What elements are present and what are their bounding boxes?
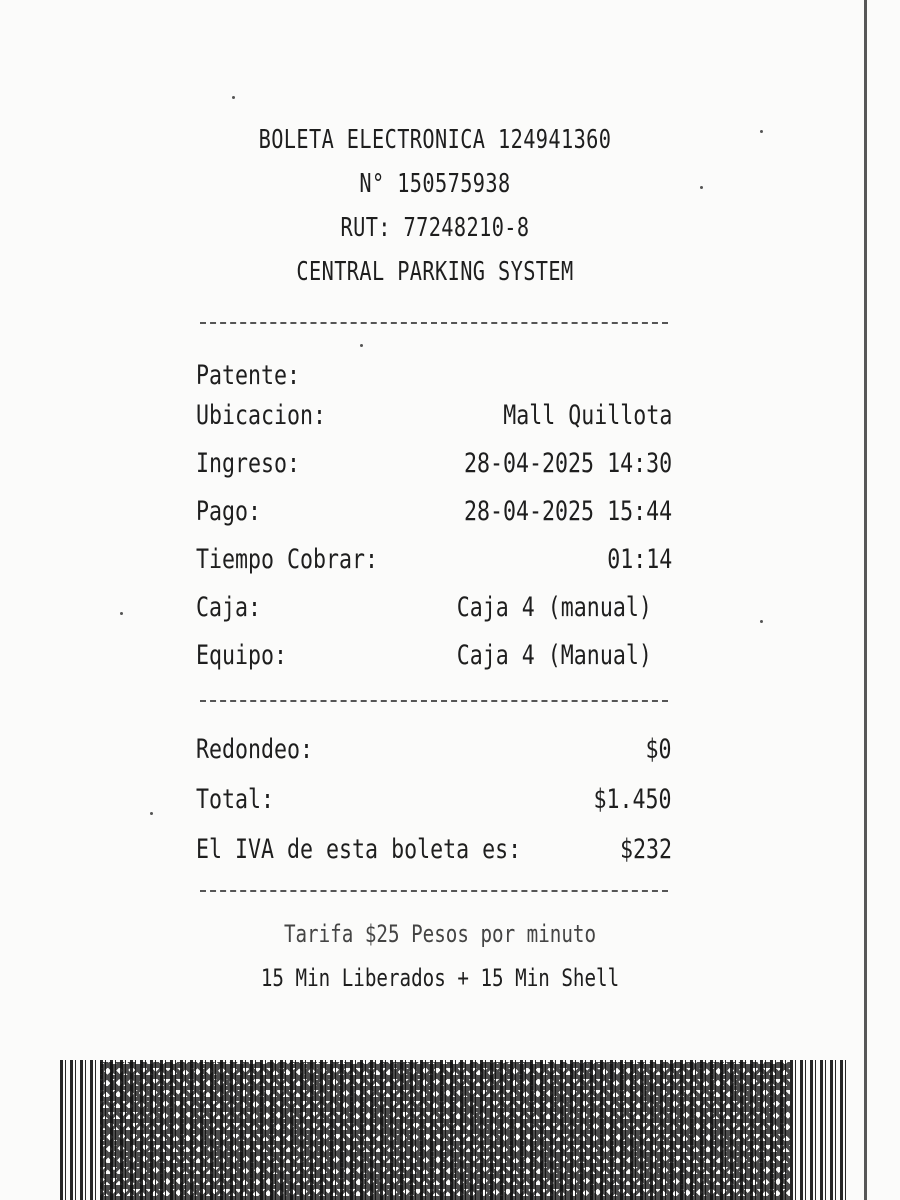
redondeo-label: Redondeo: xyxy=(196,734,314,765)
pago-label: Pago: xyxy=(196,496,262,527)
ubicacion-value: Mall Quillota xyxy=(502,400,672,431)
ingreso-value: 28-04-2025 14:30 xyxy=(463,448,672,479)
print-speck xyxy=(760,130,763,133)
print-speck xyxy=(760,620,763,623)
barcode-pattern xyxy=(100,1062,790,1200)
receipt-footer xyxy=(180,912,700,1000)
print-speck xyxy=(360,344,363,347)
pago-value: 28-04-2025 15:44 xyxy=(463,496,672,527)
company-rut: RUT: 77248210-8 xyxy=(340,213,530,243)
ingreso-row xyxy=(196,440,672,488)
tiempo-value: 01:14 xyxy=(606,544,672,575)
caja-value: Caja 4 (manual) xyxy=(456,592,652,623)
iva-label: El IVA de esta boleta es: xyxy=(196,834,522,865)
iva-row xyxy=(196,826,672,874)
receipt-header xyxy=(190,118,680,294)
print-speck xyxy=(150,812,153,815)
divider xyxy=(200,700,668,702)
invoice-number: N° 150575938 xyxy=(359,169,511,199)
divider xyxy=(200,890,668,892)
divider xyxy=(200,322,668,324)
total-row xyxy=(196,776,672,824)
free-minutes-info: 15 Min Liberados + 15 Min Shell xyxy=(260,964,620,992)
invoice-title: BOLETA ELECTRONICA 124941360 xyxy=(258,125,612,155)
total-value: $1.450 xyxy=(593,784,672,815)
equipo-row xyxy=(196,632,672,680)
caja-row xyxy=(196,584,672,632)
print-speck xyxy=(120,612,123,615)
ingreso-label: Ingreso: xyxy=(196,448,301,479)
print-speck xyxy=(700,186,703,189)
redondeo-row xyxy=(196,726,672,774)
equipo-label: Equipo: xyxy=(196,640,288,671)
pago-row xyxy=(196,488,672,536)
redondeo-value: $0 xyxy=(645,734,672,765)
paper-edge xyxy=(864,0,867,1200)
ubicacion-label: Ubicacion: xyxy=(196,400,327,431)
tiempo-row xyxy=(196,536,672,584)
iva-value: $232 xyxy=(619,834,672,865)
total-label: Total: xyxy=(196,784,275,815)
equipo-value: Caja 4 (Manual) xyxy=(456,640,652,671)
caja-label: Caja: xyxy=(196,592,262,623)
ubicacion-row xyxy=(196,392,672,440)
rate-info: Tarifa $25 Pesos por minuto xyxy=(283,920,597,948)
print-speck xyxy=(232,96,235,99)
company-name: CENTRAL PARKING SYSTEM xyxy=(296,257,574,287)
tiempo-label: Tiempo Cobrar: xyxy=(196,544,379,575)
patente-label: Patente: xyxy=(196,360,301,391)
